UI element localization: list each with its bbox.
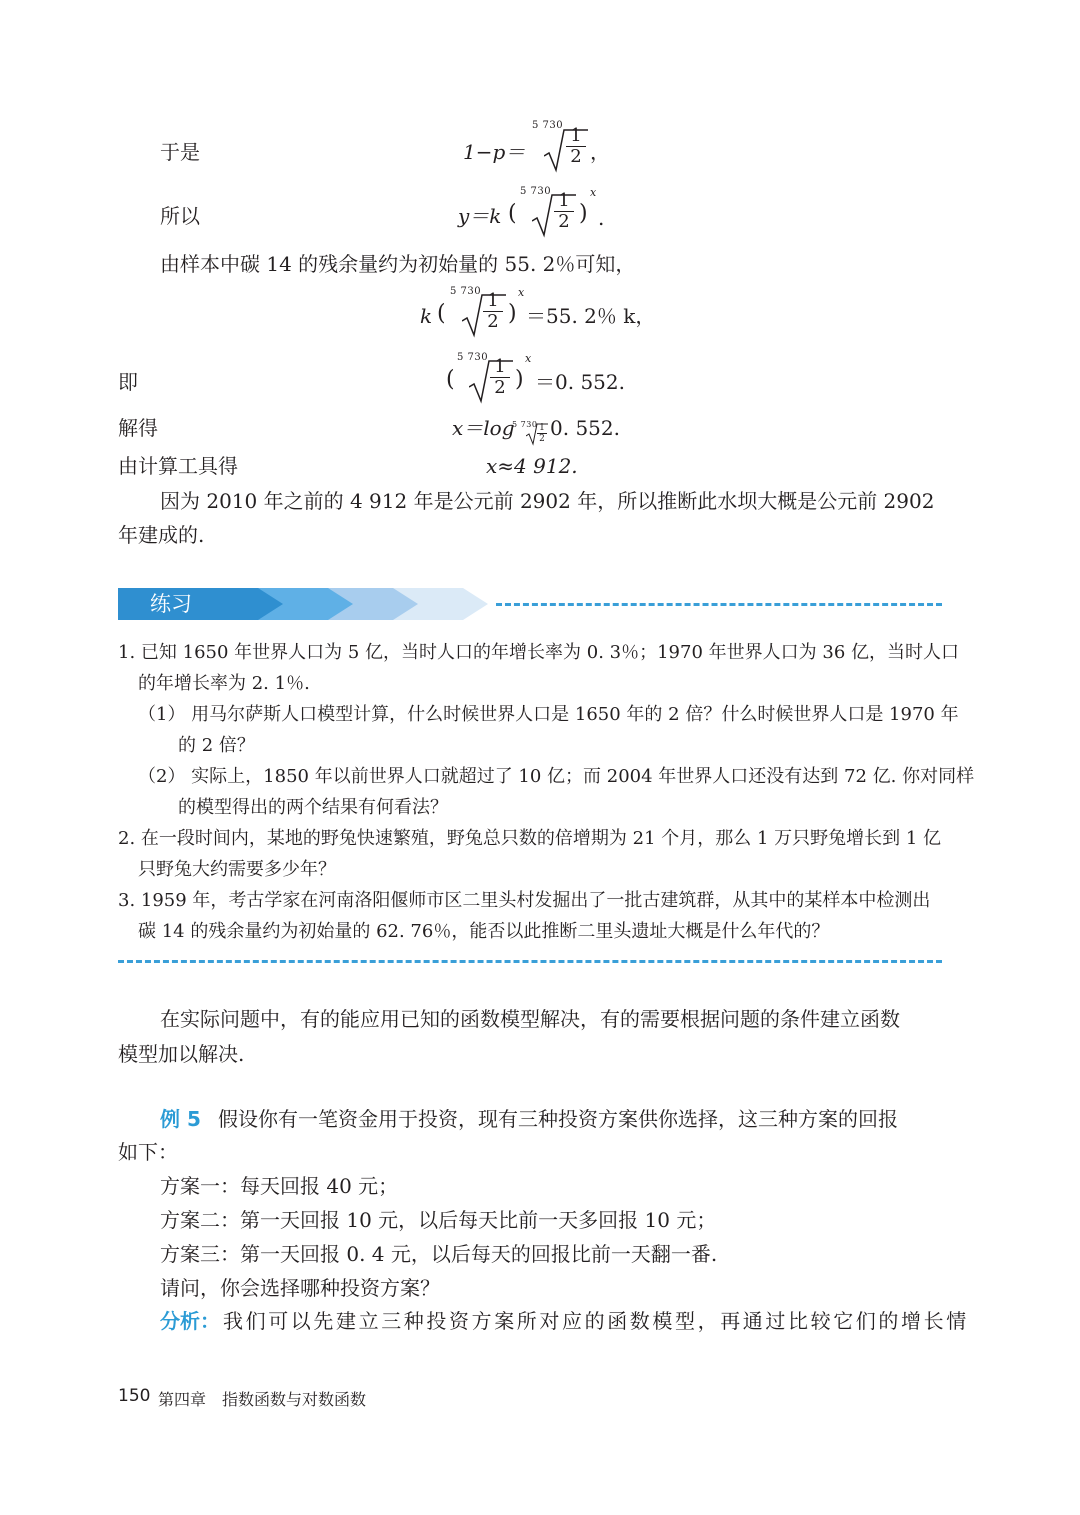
eq1-comma: ， <box>590 140 610 164</box>
exponent-x: x <box>525 352 532 365</box>
left-paren: ( <box>508 201 517 226</box>
frac-den: 2 <box>487 311 499 332</box>
example-line-2: 如下： <box>118 1140 178 1164</box>
fraction-half <box>554 191 574 232</box>
right-paren: ) <box>515 367 524 392</box>
log-base-fraction <box>537 423 547 444</box>
eq5-lhs: x＝log <box>452 416 515 440</box>
root-index: 5 730 <box>457 352 489 363</box>
eq3-rhs: ＝55. 2％ k， <box>526 304 656 328</box>
label-ji: 即 <box>118 370 138 394</box>
equation-6: x≈4 912. <box>486 454 578 478</box>
exercise-item-2-line-1: 2. 在一段时间内，某地的野兔快速繁殖，野兔总只数的倍增期为 21 个月，那么 1 万只野兔增长到 1 亿 <box>118 828 942 849</box>
exercise-item-1-line-1: 1. 已知 1650 年世界人口为 5 亿，当时人口的年增长率为 0. 3％；1970 年世界人口为 36 亿，当时人口 <box>118 642 959 663</box>
conclusion-line-1: 因为 2010 年之前的 4 912 年是公元前 2902 年，所以推断此水坝大概是公元前 2902 <box>160 489 935 513</box>
exercise-item-3-line-2: 碳 14 的残余量约为初始量的 62. 76％，能否以此推断二里头遗址大概是什么年代的？ <box>138 921 830 942</box>
eq1-lhs: 1−p＝ <box>463 140 526 164</box>
banner-dash-line <box>496 603 942 606</box>
example-label: 例 5 <box>160 1107 201 1131</box>
exercise-title: 练习 <box>150 592 192 616</box>
question: 请问，你会选择哪种投资方案？ <box>160 1276 440 1300</box>
conclusion-line-2: 年建成的. <box>118 523 205 547</box>
exercise-item-1-sub-2-line-2: 的模型得出的两个结果有何看法？ <box>178 797 448 818</box>
eq2-period: . <box>598 206 605 230</box>
plan-2: 方案二：第一天回报 10 元，以后每天比前一天多回报 10 元； <box>160 1208 717 1232</box>
root-index: 5 730 <box>532 120 564 131</box>
eq4-rhs: ＝0. 552. <box>535 370 625 394</box>
left-paren: ( <box>437 301 446 326</box>
paragraph-1-line-2: 模型加以解决. <box>118 1042 245 1066</box>
eq2-lhs: y＝k <box>458 204 502 228</box>
paragraph-1-line-1: 在实际问题中，有的能应用已知的函数模型解决，有的需要根据问题的条件建立函数 <box>160 1007 900 1031</box>
exercise-item-1-sub-1-line-2: 的 2 倍？ <box>178 735 255 756</box>
exercise-item-1-sub-1-line-1: （1） 用马尔萨斯人口模型计算，什么时候世界人口是 1650 年的 2 倍？什么时候世界人口是 1970 年 <box>138 704 959 725</box>
frac-den: 2 <box>558 211 570 232</box>
label-yushi: 于是 <box>160 140 200 164</box>
label-jisuan: 由计算工具得 <box>118 454 238 478</box>
label-suoyi: 所以 <box>160 204 200 228</box>
fraction-half <box>483 291 503 332</box>
plan-3: 方案三：第一天回报 0. 4 元，以后每天的回报比前一天翻一番. <box>160 1242 718 1266</box>
eq5-tail: 0. 552. <box>550 416 620 440</box>
fraction-half <box>490 357 510 398</box>
example-line-1: 假设你有一笔资金用于投资，现有三种投资方案供你选择，这三种方案的回报 <box>218 1107 898 1131</box>
analysis-label: 分析： <box>160 1309 220 1333</box>
exponent-x: x <box>590 186 597 199</box>
frac-num: 1 <box>494 356 506 377</box>
frac-num: 1 <box>558 190 570 211</box>
frac-num: 1 <box>539 423 545 433</box>
frac-den: 2 <box>494 377 506 398</box>
log-base-index: 5 730 <box>512 420 538 429</box>
fraction-half <box>566 126 586 167</box>
frac-num: 1 <box>570 125 582 146</box>
left-paren: ( <box>446 367 455 392</box>
exercise-item-2-line-2: 只野兔大约需要多少年？ <box>138 859 336 880</box>
label-jiede: 解得 <box>118 416 158 440</box>
sentence-1: 由样本中碳 14 的残余量约为初始量的 55. 2％可知， <box>160 252 636 276</box>
frac-den: 2 <box>570 146 582 167</box>
exercise-bottom-dash-line <box>118 960 942 963</box>
root-index: 5 730 <box>520 186 552 197</box>
exponent-x: x <box>518 286 525 299</box>
page-number: 150 <box>118 1386 151 1406</box>
right-paren: ) <box>508 301 517 326</box>
root-index: 5 730 <box>450 286 482 297</box>
right-paren: ) <box>579 201 588 226</box>
frac-den: 2 <box>539 434 545 444</box>
eq3-lhs: k <box>420 304 433 328</box>
analysis-text: 我们可以先建立三种投资方案所对应的函数模型，再通过比较它们的增长情 <box>223 1309 969 1333</box>
plan-1: 方案一：每天回报 40 元； <box>160 1174 399 1198</box>
exercise-item-3-line-1: 3. 1959 年，考古学家在河南洛阳偃师市区二里头村发掘出了一批古建筑群，从其中的某样本中检测出 <box>118 890 931 911</box>
exercise-item-1-sub-2-line-1: （2） 实际上，1850 年以前世界人口就超过了 10 亿；而 2004 年世界人口还没有达到 72 亿. 你对同样 <box>138 766 975 787</box>
chapter-title: 第四章 指数函数与对数函数 <box>158 1390 367 1409</box>
frac-num: 1 <box>487 290 499 311</box>
exercise-item-1-line-2: 的年增长率为 2. 1％. <box>138 673 310 694</box>
